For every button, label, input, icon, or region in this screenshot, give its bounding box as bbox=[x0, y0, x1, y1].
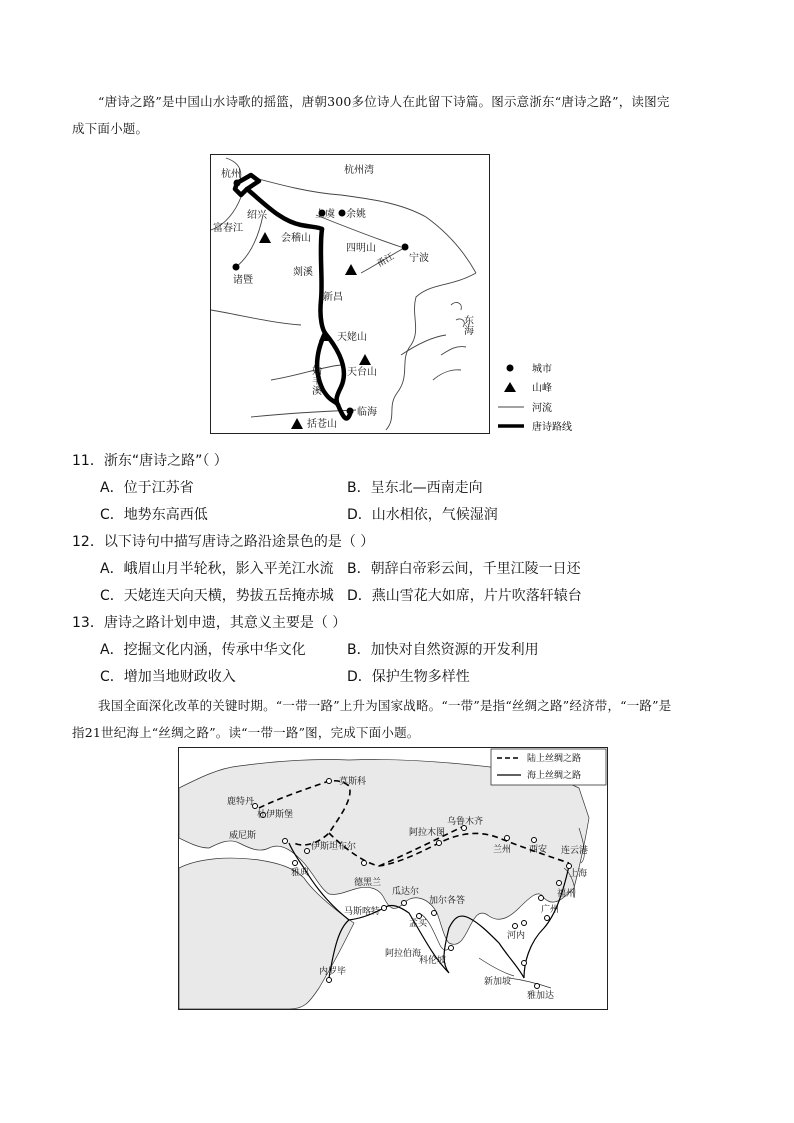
label-simingshan: 四明山 bbox=[346, 243, 376, 254]
city-dot bbox=[283, 839, 288, 844]
city-dot bbox=[402, 244, 409, 251]
map2-svg bbox=[179, 748, 607, 1009]
question-13-stem: 13．唐诗之路计划申遗，其意义主要是（ ） bbox=[72, 615, 347, 631]
label-athens: 雅典 bbox=[291, 868, 310, 878]
label-shanxi: 剡溪 bbox=[293, 267, 313, 278]
q13-option-b[interactable]: B．加快对自然资源的开发利用 bbox=[347, 642, 539, 658]
city-dot bbox=[513, 924, 518, 929]
label-fuchunjiang: 富春江 bbox=[213, 223, 243, 234]
legend-city: 城市 bbox=[532, 364, 552, 375]
label-hangzhou: 杭州 bbox=[221, 169, 241, 180]
label-tianmushan: 天姥山 bbox=[337, 332, 367, 343]
label-almaty: 阿拉木图 bbox=[409, 828, 446, 838]
q13-option-c[interactable]: C．增加当地财政收入 bbox=[100, 669, 236, 685]
label-xinchang: 新昌 bbox=[323, 292, 343, 303]
legend-route: 唐诗路线 bbox=[532, 422, 572, 433]
label-kolkata: 加尔各答 bbox=[429, 896, 466, 906]
question-11-stem: 11．浙东“唐诗之路”（ ） bbox=[72, 453, 228, 469]
label-yuyao: 余姚 bbox=[346, 209, 366, 220]
city-dot bbox=[567, 864, 572, 869]
label-donghai: 东海 bbox=[461, 315, 473, 335]
label-moscow: 莫斯科 bbox=[339, 777, 367, 787]
label-arabiansea: 阿拉伯海 bbox=[385, 949, 422, 959]
city-dot bbox=[327, 779, 332, 784]
city-dot bbox=[327, 978, 332, 983]
label-fuzhou: 福州 bbox=[557, 889, 576, 899]
q12-option-c[interactable]: C．天姥连天向天横，势拔五岳掩赤城 bbox=[100, 588, 334, 604]
legend-peak-icon bbox=[504, 382, 516, 392]
label-urumqi: 乌鲁木齐 bbox=[447, 817, 484, 827]
q13-option-a[interactable]: A．挖掘文化内涵，传承中华文化 bbox=[100, 642, 306, 658]
label-nairobi: 内罗毕 bbox=[319, 967, 347, 977]
city-dot bbox=[362, 861, 367, 866]
q12-option-d[interactable]: D．燕山雪花大如席，片片吹落轩辕台 bbox=[347, 588, 582, 604]
city-dot bbox=[522, 921, 527, 926]
legend-land-route: 陆上丝绸之路 bbox=[527, 754, 582, 764]
label-colombo: 科伦坡 bbox=[419, 956, 447, 966]
peak-icon bbox=[359, 354, 371, 365]
city-dot bbox=[437, 841, 442, 846]
intro-line: 指21世纪海上“丝绸之路”。读“一带一路”图，完成下面小题。 bbox=[72, 725, 420, 740]
legend-sea-route: 海上丝绸之路 bbox=[527, 771, 582, 781]
question-12-stem: 12．以下诗句中描写唐诗之路沿途景色的是（ ） bbox=[72, 534, 375, 550]
label-shaoxing: 绍兴 bbox=[247, 210, 267, 221]
label-venice: 威尼斯 bbox=[229, 831, 257, 841]
city-dot bbox=[535, 984, 540, 989]
label-shanghai: 上海 bbox=[569, 869, 588, 879]
q12-option-b[interactable]: B．朝辞白帝彩云间，千里江陵一日还 bbox=[347, 561, 581, 577]
city-dot bbox=[305, 849, 310, 854]
label-lanzhou: 兰州 bbox=[493, 845, 512, 855]
city-dot bbox=[539, 896, 544, 901]
map1-legend bbox=[496, 356, 596, 436]
label-singapore: 新加坡 bbox=[484, 977, 512, 987]
islands bbox=[401, 335, 466, 380]
city-dot bbox=[293, 861, 298, 866]
label-muscat: 马斯喀特 bbox=[344, 907, 381, 917]
label-linhai: 临海 bbox=[357, 407, 377, 418]
intro-line: “唐诗之路”是中国山水诗歌的摇篮，唐朝300多位诗人在此留下诗篇。图示意浙东“唐诗之路”，读图完 bbox=[98, 94, 670, 109]
label-jakarta: 雅加达 bbox=[527, 991, 555, 1001]
q13-option-d[interactable]: D．保护生物多样性 bbox=[347, 669, 470, 685]
intro-line: 我国全面深化改革的关键时期。“一带一路”上升为国家战略。“一带”是指“丝绸之路”经济带，“一路”是 bbox=[98, 698, 672, 713]
city-dot bbox=[432, 911, 437, 916]
label-yongjiang: 甬江 bbox=[375, 251, 397, 270]
label-gwadar: 瓜达尔 bbox=[392, 887, 420, 897]
coastline bbox=[251, 177, 476, 273]
city-dot bbox=[382, 906, 387, 911]
legend-peak: 山峰 bbox=[532, 383, 552, 394]
city-dot bbox=[449, 946, 454, 951]
city-dot bbox=[557, 881, 562, 886]
q11-option-b[interactable]: B．呈东北—西南走向 bbox=[347, 480, 483, 496]
city-dot bbox=[545, 916, 550, 921]
label-shifengxi: 始丰溪 bbox=[309, 365, 321, 395]
legend-river: 河流 bbox=[532, 403, 552, 414]
intro-line: 成下面小题。 bbox=[72, 121, 149, 136]
label-hanoi: 河内 bbox=[507, 931, 526, 941]
label-ningbo: 宁波 bbox=[409, 253, 429, 264]
peak-icon bbox=[345, 264, 357, 275]
label-zhuji: 诸暨 bbox=[233, 275, 253, 286]
label-tehran: 德黑兰 bbox=[354, 878, 382, 888]
q11-option-d[interactable]: D．山水相依，气候湿润 bbox=[347, 507, 498, 523]
river bbox=[271, 365, 341, 380]
label-mumbai: 孟买 bbox=[409, 919, 428, 929]
map1-svg bbox=[211, 155, 489, 433]
label-hangzhouwan: 杭州湾 bbox=[344, 165, 374, 176]
label-rotterdam: 鹿特丹 bbox=[227, 797, 255, 807]
peak-icon bbox=[259, 232, 271, 243]
tang-poetry-road-map bbox=[210, 154, 490, 434]
peak-icon bbox=[291, 418, 303, 429]
city-dot bbox=[233, 264, 240, 271]
city-dot bbox=[234, 180, 241, 187]
label-kuocangshan: 括苍山 bbox=[307, 419, 337, 430]
label-tiantaishan: 天台山 bbox=[347, 367, 377, 378]
city-dot bbox=[532, 838, 537, 843]
coastline bbox=[386, 273, 476, 430]
city-dot bbox=[417, 914, 422, 919]
city-dot bbox=[522, 961, 527, 966]
city-dot bbox=[339, 210, 346, 217]
q11-option-c[interactable]: C．地势东高西低 bbox=[100, 507, 208, 523]
city-dot bbox=[505, 836, 510, 841]
label-shangyu: 上虞 bbox=[315, 209, 335, 220]
label-istanbul: 伊斯坦布尔 bbox=[311, 842, 357, 852]
label-kuaijishan: 会稽山 bbox=[281, 233, 311, 244]
label-guangzhou: 广州 bbox=[541, 905, 560, 915]
belt-and-road-map bbox=[178, 747, 608, 1010]
q12-option-a[interactable]: A．峨眉山月半轮秋，影入平羌江水流 bbox=[100, 561, 334, 577]
label-lianyungang: 连云港 bbox=[561, 846, 589, 856]
label-duisburg: 杜伊斯堡 bbox=[257, 810, 294, 820]
city-dot bbox=[347, 408, 354, 415]
city-dot bbox=[402, 901, 407, 906]
map2-legend bbox=[491, 749, 606, 785]
label-xian: 西安 bbox=[529, 845, 548, 855]
intro-paragraph-1 bbox=[72, 88, 722, 142]
q11-option-a[interactable]: A．位于江苏省 bbox=[100, 480, 194, 496]
legend-city-icon bbox=[507, 365, 514, 372]
river bbox=[211, 310, 301, 325]
intro-paragraph-2 bbox=[72, 692, 722, 746]
